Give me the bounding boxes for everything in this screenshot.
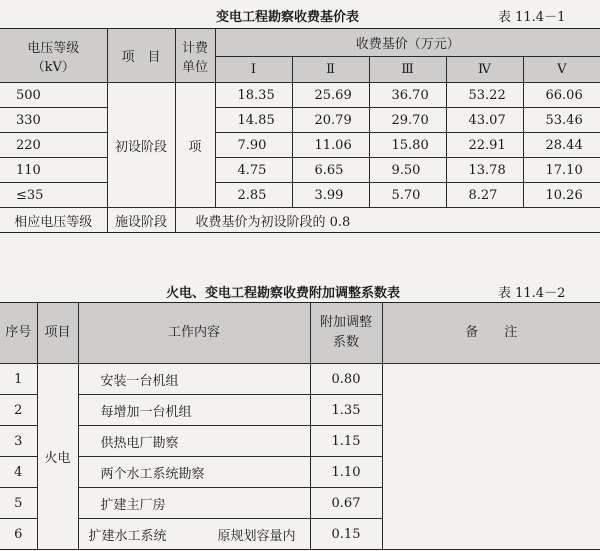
item-cell: 施设阶段 bbox=[107, 208, 175, 233]
voltage-cell: 330 bbox=[0, 108, 107, 133]
seq-cell: 4 bbox=[0, 457, 37, 488]
price-cell: 5.70 bbox=[369, 183, 446, 208]
coef-cell: 0.67 bbox=[310, 488, 382, 519]
group-cell: 火电 bbox=[37, 364, 78, 550]
price-cell: 4.75 bbox=[215, 158, 292, 183]
grade-header: Ⅲ bbox=[369, 57, 446, 83]
voltage-cell: ≤35 bbox=[0, 183, 107, 208]
price-cell: 13.78 bbox=[446, 158, 523, 183]
price-cell: 66.06 bbox=[523, 83, 600, 108]
work-cell: 安装一台机组 bbox=[78, 364, 310, 395]
price-cell: 17.10 bbox=[523, 158, 600, 183]
grade-header: Ⅱ bbox=[292, 57, 369, 83]
price-header: 收费基价（万元） bbox=[215, 29, 600, 57]
price-cell: 28.44 bbox=[523, 133, 600, 158]
price-cell: 9.50 bbox=[369, 158, 446, 183]
coef-cell: 0.80 bbox=[310, 364, 382, 395]
price-cell: 3.99 bbox=[292, 183, 369, 208]
table1-title: 变电工程勘察收费基价表 bbox=[216, 10, 360, 25]
price-cell: 53.46 bbox=[523, 108, 600, 133]
item-header: 项 目 bbox=[107, 29, 175, 83]
price-cell: 6.65 bbox=[292, 158, 369, 183]
table-row bbox=[0, 133, 600, 158]
work-sub-detail: 原规划容量内 bbox=[217, 528, 296, 544]
price-cell: 14.85 bbox=[215, 108, 292, 133]
grade-header: Ⅳ bbox=[446, 57, 523, 83]
price-cell: 2.85 bbox=[215, 183, 292, 208]
coef-header: 附加调整 系数 bbox=[310, 303, 382, 364]
price-cell: 36.70 bbox=[369, 83, 446, 108]
price-cell: 25.69 bbox=[292, 83, 369, 108]
price-cell: 53.22 bbox=[446, 83, 523, 108]
price-cell: 29.70 bbox=[369, 108, 446, 133]
unit-header: 计费 单位 bbox=[175, 29, 215, 83]
adjustment-coefficient-table bbox=[0, 302, 600, 550]
seq-cell: 3 bbox=[0, 426, 37, 457]
table-row bbox=[0, 208, 600, 233]
price-cell: 15.80 bbox=[369, 133, 446, 158]
price-cell: 10.26 bbox=[523, 183, 600, 208]
remark-cell bbox=[382, 364, 600, 550]
seq-cell: 5 bbox=[0, 488, 37, 519]
coef-cell: 1.15 bbox=[310, 426, 382, 457]
price-cell: 43.07 bbox=[446, 108, 523, 133]
price-cell: 18.35 bbox=[215, 83, 292, 108]
work-sub-label: 扩建水工系统 bbox=[88, 528, 167, 544]
table-row bbox=[0, 158, 600, 183]
work-cell: 供热电厂勘察 bbox=[78, 426, 310, 457]
grade-header: Ⅴ bbox=[523, 57, 600, 83]
fee-base-price-table bbox=[0, 28, 600, 233]
work-cell: 扩建主厂房 bbox=[78, 488, 310, 519]
table2-number: 表 11.4－2 bbox=[498, 286, 566, 301]
voltage-cell: 500 bbox=[0, 83, 107, 108]
seq-cell: 1 bbox=[0, 364, 37, 395]
item-cell: 初设阶段 bbox=[107, 83, 175, 208]
unit-cell: 项 bbox=[175, 83, 215, 208]
price-cell: 11.06 bbox=[292, 133, 369, 158]
item-header: 项目 bbox=[37, 303, 78, 364]
coef-cell: 1.10 bbox=[310, 457, 382, 488]
price-cell: 7.90 bbox=[215, 133, 292, 158]
table-row bbox=[0, 108, 600, 133]
work-cell bbox=[78, 519, 310, 550]
price-cell: 20.79 bbox=[292, 108, 369, 133]
seq-header: 序号 bbox=[0, 303, 37, 364]
table1-number: 表 11.4－1 bbox=[498, 10, 566, 25]
table-row bbox=[0, 364, 600, 395]
price-cell: 22.91 bbox=[446, 133, 523, 158]
table2-title: 火电、变电工程勘察收费附加调整系数表 bbox=[166, 286, 401, 301]
remark-header: 备 注 bbox=[382, 303, 600, 364]
table-row bbox=[0, 83, 600, 108]
note-cell: 收费基价为初设阶段的 0.8 bbox=[175, 208, 600, 233]
table-row bbox=[0, 183, 600, 208]
voltage-cell: 220 bbox=[0, 133, 107, 158]
work-cell: 两个水工系统勘察 bbox=[78, 457, 310, 488]
voltage-header: 电压等级 （kV） bbox=[0, 29, 107, 83]
voltage-cell: 相应电压等级 bbox=[0, 208, 107, 233]
coef-cell: 1.35 bbox=[310, 395, 382, 426]
seq-cell: 6 bbox=[0, 519, 37, 550]
grade-header: Ⅰ bbox=[215, 57, 292, 83]
work-header: 工作内容 bbox=[78, 303, 310, 364]
price-cell: 8.27 bbox=[446, 183, 523, 208]
voltage-cell: 110 bbox=[0, 158, 107, 183]
coef-cell: 0.15 bbox=[310, 519, 382, 550]
work-cell: 每增加一台机组 bbox=[78, 395, 310, 426]
seq-cell: 2 bbox=[0, 395, 37, 426]
